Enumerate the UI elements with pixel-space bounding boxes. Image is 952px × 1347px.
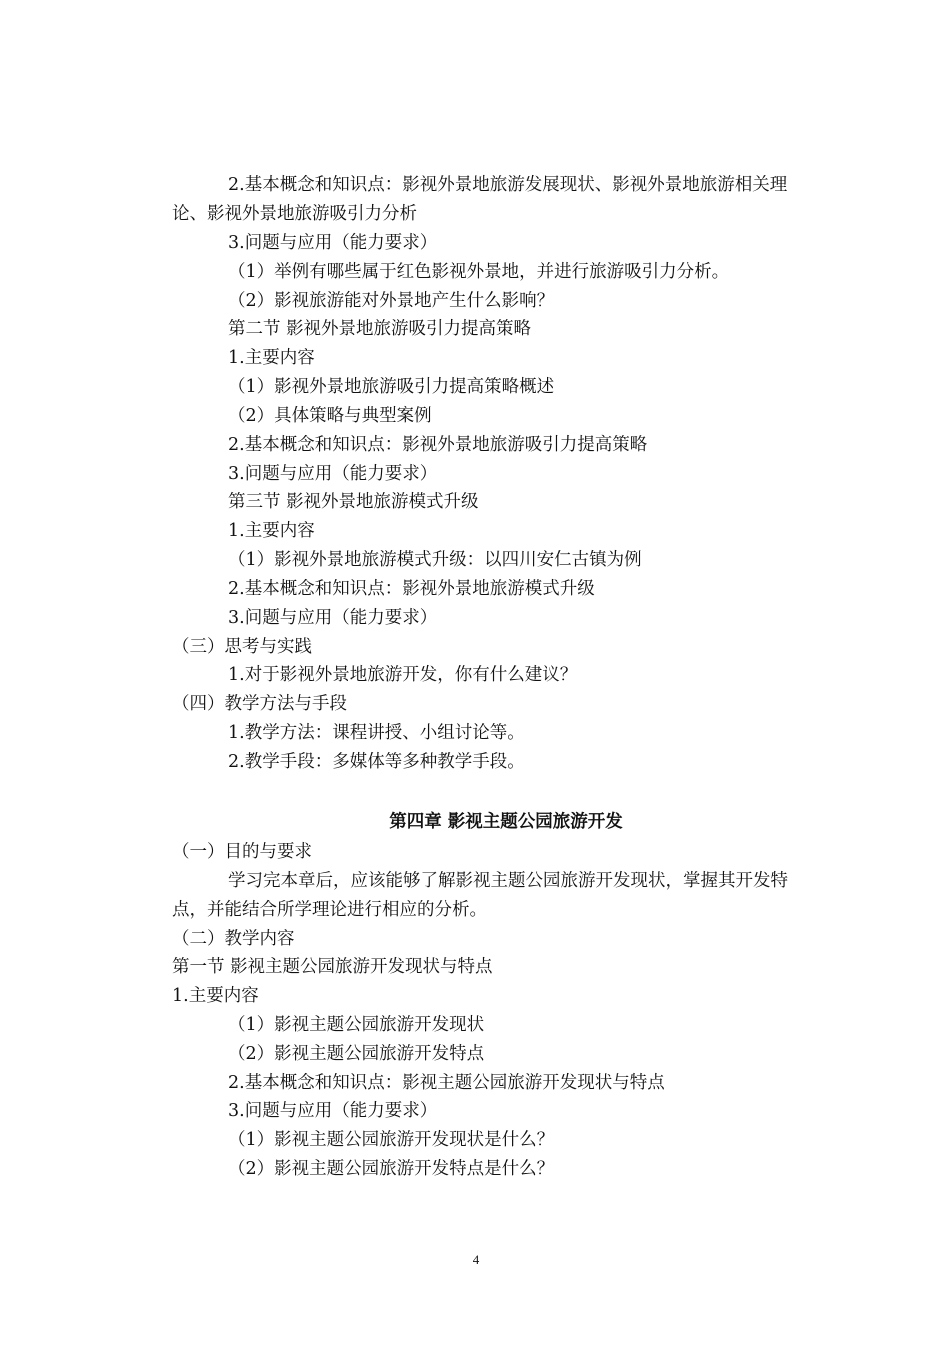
text-line: （2）影视旅游能对外景地产生什么影响？ <box>228 291 555 311</box>
text-line: 论、影视外景地旅游吸引力分析 <box>172 204 417 224</box>
subsection-heading: （四）教学方法与手段 <box>172 694 347 714</box>
section-heading: 第二节 影视外景地旅游吸引力提高策略 <box>228 319 532 339</box>
text-line: 3.问题与应用（能力要求） <box>228 233 438 253</box>
text-line: 2.基本概念和知识点：影视主题公园旅游开发现状与特点 <box>228 1073 665 1093</box>
text-line: 1.主要内容 <box>228 521 315 541</box>
text-line: 1.主要内容 <box>228 348 315 368</box>
text-line: 2.基本概念和知识点：影视外景地旅游模式升级 <box>228 579 595 599</box>
text-line: 3.问题与应用（能力要求） <box>228 608 438 628</box>
text-line: 2.基本概念和知识点：影视外景地旅游吸引力提高策略 <box>228 435 648 455</box>
text-line: 1.主要内容 <box>172 986 259 1006</box>
text-line: 点，并能结合所学理论进行相应的分析。 <box>172 900 487 920</box>
text-line: 3.问题与应用（能力要求） <box>228 464 438 484</box>
subsection-heading: （一）目的与要求 <box>172 842 312 862</box>
chapter-title: 第四章 影视主题公园旅游开发 <box>389 812 623 832</box>
text-line: （1）影视主题公园旅游开发现状 <box>228 1015 485 1035</box>
section-heading: 第三节 影视外景地旅游模式升级 <box>228 492 479 512</box>
text-line: 学习完本章后，应该能够了解影视主题公园旅游开发现状，掌握其开发特 <box>228 871 788 891</box>
subsection-heading: （三）思考与实践 <box>172 637 312 657</box>
section-heading: 第一节 影视主题公园旅游开发现状与特点 <box>172 957 493 977</box>
page-number: 4 <box>472 1252 480 1267</box>
text-line: 2.教学手段：多媒体等多种教学手段。 <box>228 752 525 772</box>
text-line: （2）影视主题公园旅游开发特点 <box>228 1044 485 1064</box>
text-line: 3.问题与应用（能力要求） <box>228 1101 438 1121</box>
text-line: （1）影视外景地旅游吸引力提高策略概述 <box>228 377 555 397</box>
text-line: （1）影视主题公园旅游开发现状是什么？ <box>228 1130 555 1150</box>
text-line: 2.基本概念和知识点：影视外景地旅游发展现状、影视外景地旅游相关理 <box>228 175 788 195</box>
text-line: （2）影视主题公园旅游开发特点是什么？ <box>228 1159 555 1179</box>
text-line: （1）举例有哪些属于红色影视外景地，并进行旅游吸引力分析。 <box>228 262 730 282</box>
text-line: 1.教学方法：课程讲授、小组讨论等。 <box>228 723 525 743</box>
text-line: （2）具体策略与典型案例 <box>228 406 432 426</box>
subsection-heading: （二）教学内容 <box>172 929 295 949</box>
text-line: 1.对于影视外景地旅游开发，你有什么建议？ <box>228 665 578 685</box>
text-line: （1）影视外景地旅游模式升级：以四川安仁古镇为例 <box>228 550 642 570</box>
